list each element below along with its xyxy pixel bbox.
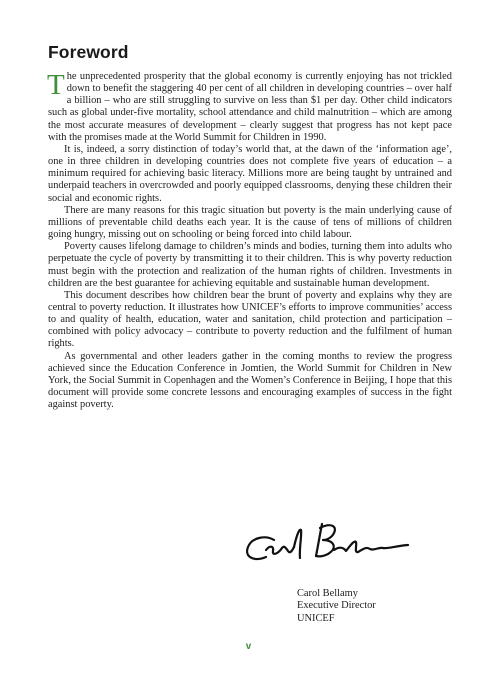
paragraph-3: There are many reasons for this tragic situation but poverty is the main underlying cause of millions of preventable child deaths each year. It is the cause of tens of millions of children going hungry, missing out on schooling or being forced into child labour.: [48, 204, 452, 241]
paragraph-6: As governmental and other leaders gather in the coming months to review the progress achieved since the Education Conference in Jomtien, the World Summit for Children in New York, the Social Summit in Copenhagen and the Women’s Conference in Beijing, I hope that this document will provide some concrete lessons and encouraging examples of success in the fight against poverty.: [48, 350, 452, 411]
signatory-name: Carol Bellamy: [297, 588, 358, 599]
signature-block: [297, 588, 376, 625]
paragraph-1-text: he unprecedented prosperity that the global economy is currently enjoying has not trickled down to benefit the staggering 40 per cent of all children in developing countries – over half a billion – who are still struggling to survive on less than $1 per day. Other child indicators such as global under-five mortality, school attendance and child malnutrition – which are among the most accurate measures of development – clearly suggest that progress has not kept pace with the promises made at the World Summit for Children in 1990.: [48, 71, 452, 143]
paragraph-1: [48, 71, 452, 144]
paragraph-5: This document describes how children bear the brunt of poverty and explains why they are central to poverty reduction. It illustrates how UNICEF’s efforts to improve communities’ access to and quality of health, education, water and sanitation, child protection and participation – combined with policy advocacy – contribute to poverty reduction and the fulfilment of human rights.: [48, 289, 452, 350]
signatory-organization: UNICEF: [297, 612, 335, 624]
paragraph-4: Poverty causes lifelong damage to children’s minds and bodies, turning them into adults who perpetuate the cycle of poverty by transmitting it to their children. This is why poverty reduction must begin with the protection and realization of the human rights of children. Investments in children are the best guarantee for achieving equitable and sustainable human development.: [48, 241, 452, 289]
foreword-body: [48, 71, 452, 411]
paragraph-2: It is, indeed, a sorry distinction of today’s world that, at the dawn of the ‘information age’, one in three children in developing countries does not complete five years of education – a minimum required for achieving basic literacy. Millions more are being taught by untrained and underpaid teachers in overcrowded and poorly equipped classrooms, denying these children their social and economic rights.: [48, 143, 452, 204]
signatory-title: Executive Director: [297, 600, 376, 612]
drop-cap: T: [47, 69, 65, 101]
handwritten-signature: [230, 520, 425, 572]
page-number: v: [245, 641, 252, 652]
page-title: Foreword: [48, 42, 129, 62]
